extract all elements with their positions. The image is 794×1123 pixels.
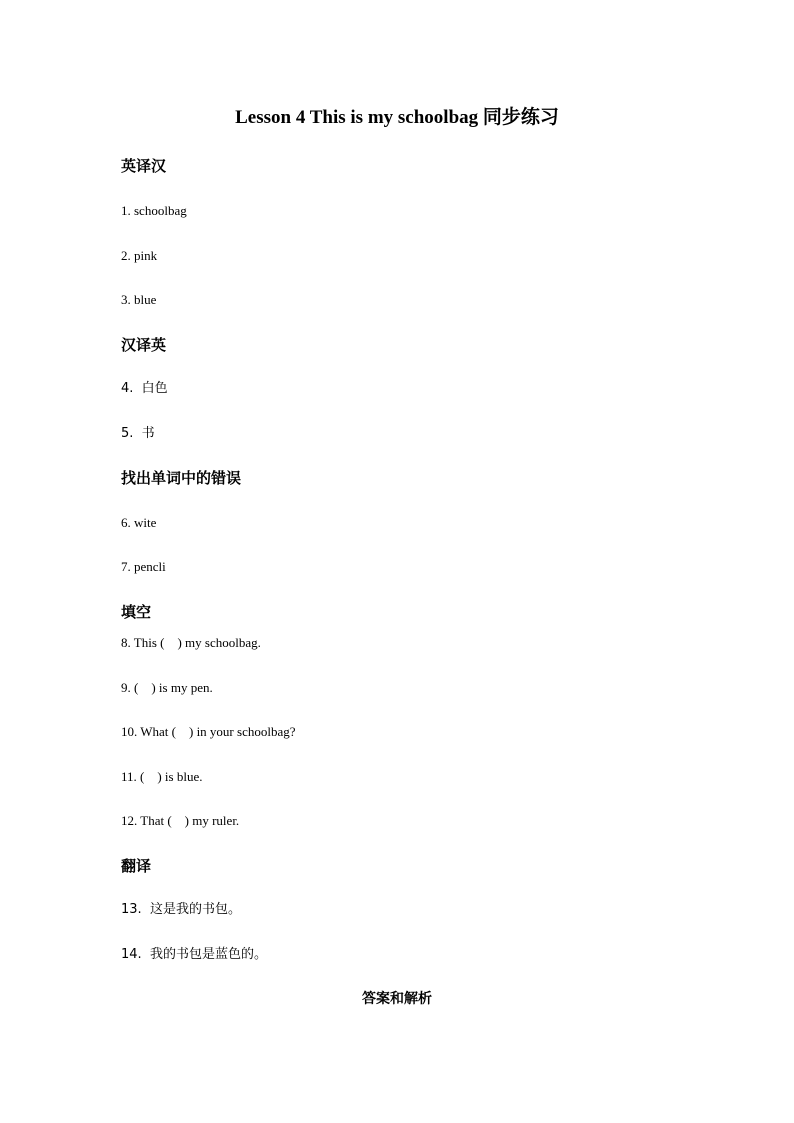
exercise-item: 3. blue [121,292,157,307]
exercise-item: 10. What ( ) in your schoolbag? [121,724,296,739]
exercise-item: 12. That ( ) my ruler. [121,813,240,828]
exercise-item: 7. pencli [121,559,166,574]
exercise-item: 11. ( ) is blue. [121,769,203,784]
section-heading-fill-blanks: 填空 [121,603,152,621]
exercise-item: 13. 这是我的书包。 [121,902,241,917]
section-heading-translate: 翻译 [121,857,152,875]
answer-heading: 答案和解析 [362,991,432,1007]
exercise-item: 5. 书 [121,426,155,441]
exercise-item: 1. schoolbag [121,203,187,218]
section-heading-find-errors: 找出单词中的错误 [121,469,242,487]
exercise-item: 6. wite [121,515,157,530]
exercise-item: 9. ( ) is my pen. [121,680,213,695]
exercise-item: 2. pink [121,248,158,263]
exercise-item: 8. This ( ) my schoolbag. [121,635,261,650]
section-heading-en-to-cn: 英译汉 [121,157,167,175]
section-heading-cn-to-en: 汉译英 [121,336,167,354]
exercise-item: 14. 我的书包是蓝色的。 [121,947,267,962]
exercise-item: 4. 白色 [121,381,168,396]
document-title: Lesson 4 This is my schoolbag 同步练习 [235,107,559,128]
